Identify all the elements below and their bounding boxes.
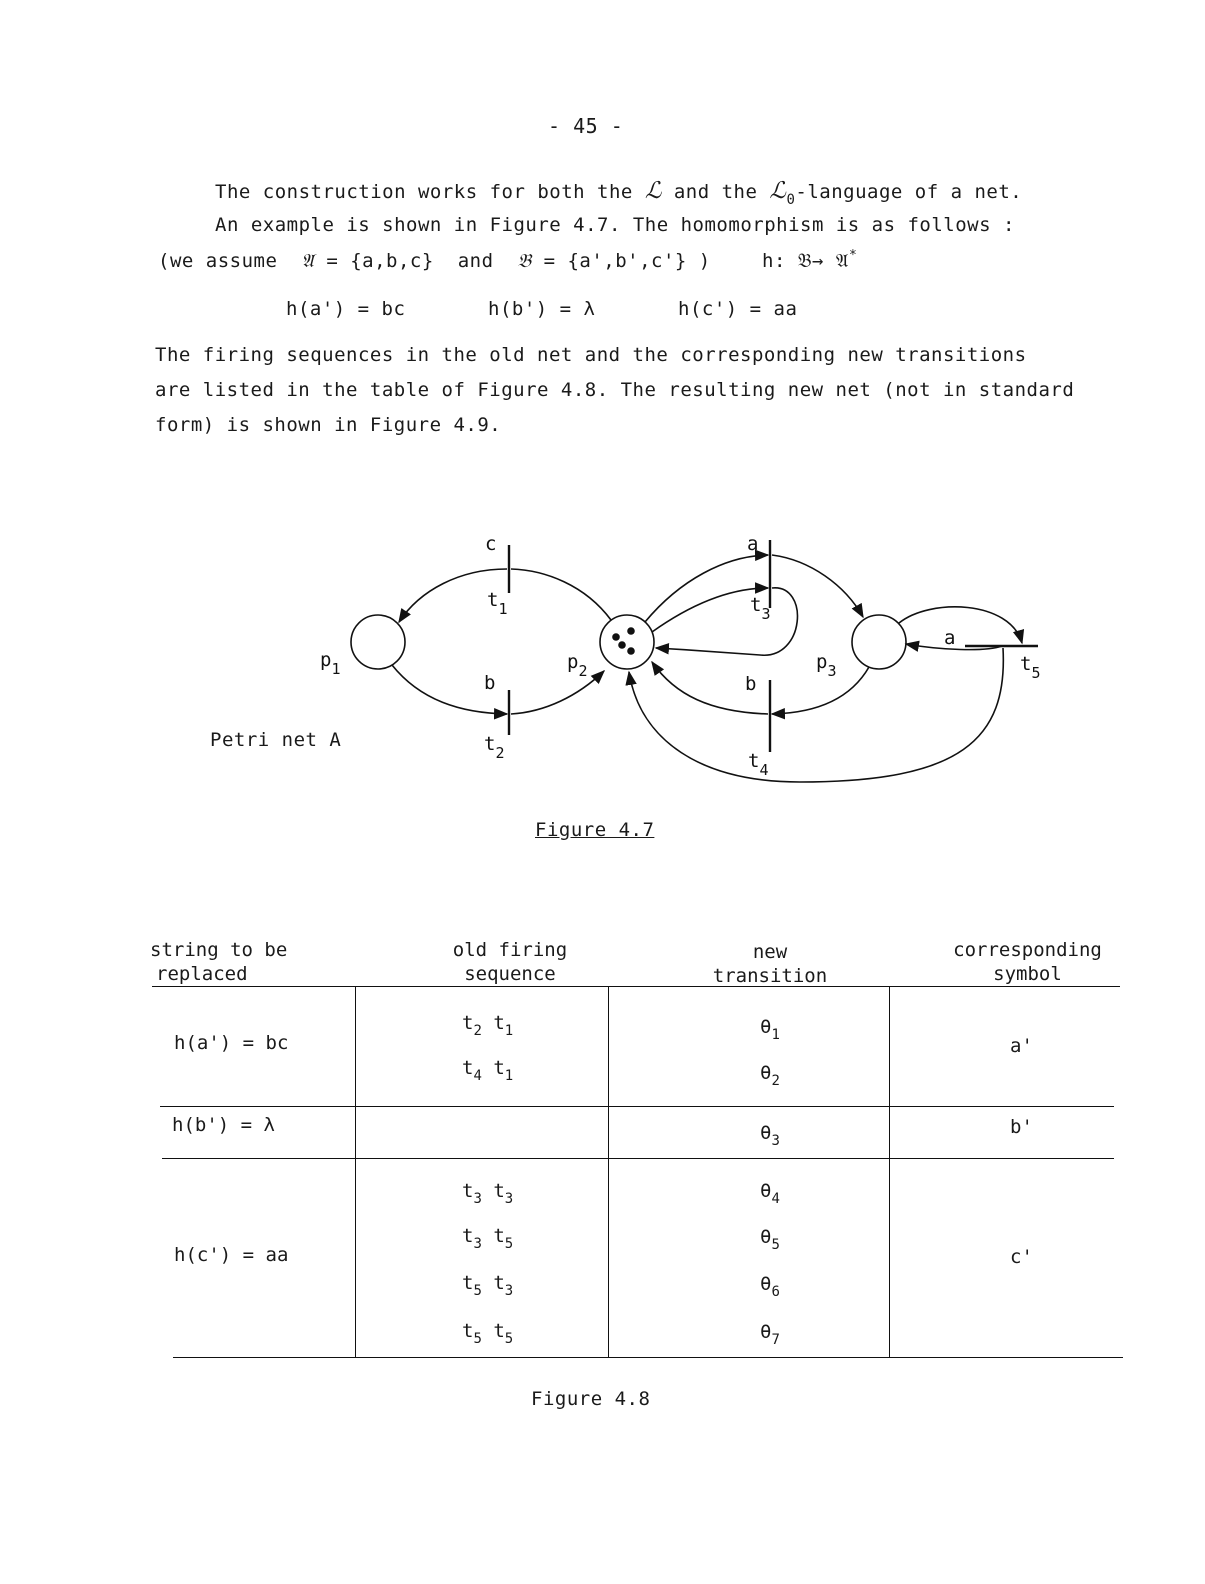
label-t5-symbol: a — [944, 627, 956, 649]
hom-c-rhs: = aa — [749, 298, 798, 320]
header-col3-line1: new — [752, 941, 788, 963]
para2-line1: The firing sequences in the old net and the corresponding new transitions — [155, 344, 1027, 366]
table-col-divider-1 — [355, 986, 356, 1357]
para2-line2: are listed in the table of Figure 4.8. The resulting new net (not in standard — [155, 379, 1075, 401]
hom-a-lhs: h(a') — [286, 298, 346, 320]
table-group-rule-2 — [162, 1158, 1114, 1159]
cell-seq-t3-t3: $t_3$ $t_3$ — [462, 1180, 514, 1207]
cell-symbol-a: a' — [1010, 1035, 1033, 1057]
alphabet-beta-set: = {a',b',c'} ) — [543, 250, 711, 272]
cell-theta-4: $\theta_4$ — [760, 1180, 780, 1207]
script-l0-subscript: 0 — [786, 192, 796, 208]
table-col-divider-3 — [889, 986, 890, 1357]
script-l-symbol: ℒ — [644, 178, 662, 204]
cell-seq-t5-t3: $t_5$ $t_3$ — [462, 1272, 514, 1299]
arc-p3-t5 — [899, 607, 1022, 643]
label-p3: $p_3$ — [816, 651, 837, 680]
p2-tokens — [612, 627, 635, 655]
header-col4-line1: corresponding — [953, 939, 1102, 961]
header-corresponding-symbol — [940, 938, 1115, 986]
label-t3-symbol: a — [747, 533, 759, 555]
cell-theta-5: $\theta_5$ — [760, 1226, 780, 1253]
para2-line3: form) is shown in Figure 4.9. — [155, 414, 502, 436]
header-old-firing-sequence — [420, 938, 600, 986]
header-col4-line2: symbol — [993, 963, 1062, 985]
alphabet-beta-symbol: 𝔅 — [517, 250, 532, 272]
header-col1-line1: string to be — [150, 939, 288, 961]
cell-seq-t3-t5: $t_3$ $t_5$ — [462, 1225, 514, 1252]
page-number: - 45 - — [548, 114, 624, 138]
arc-t3-p2-loop-out — [656, 588, 797, 655]
petri-net-label: Petri net A — [210, 729, 342, 751]
place-p2 — [600, 615, 654, 669]
cell-theta-7: $\theta_7$ — [760, 1321, 780, 1348]
para1-line2: An example is shown in Figure 4.7. The homomorphism is as follows : — [215, 214, 1015, 236]
label-t1-symbol: c — [485, 533, 497, 555]
cell-symbol-b: b' — [1010, 1116, 1033, 1138]
table-group-rule-1 — [160, 1106, 1114, 1107]
place-p3 — [852, 615, 906, 669]
h-mapping-star: * — [849, 248, 858, 263]
cell-string-c: h(c') = aa — [174, 1244, 289, 1266]
hom-b-lhs: h(b') — [488, 298, 548, 320]
hom-a-rhs: = bc — [357, 298, 406, 320]
header-col2-line2: sequence — [464, 963, 556, 985]
label-t2: $t_2$ — [484, 733, 505, 762]
label-t1: $t_1$ — [487, 589, 508, 618]
alphabet-alpha-set: = {a,b,c} — [326, 250, 434, 272]
label-t4-symbol: b — [745, 673, 757, 695]
place-p1 — [351, 615, 405, 669]
arc-t2-p2 — [511, 671, 604, 714]
cell-symbol-c: c' — [1010, 1246, 1033, 1268]
label-p2: $p_2$ — [567, 651, 588, 680]
cell-string-a: h(a') = bc — [174, 1032, 289, 1054]
cell-theta-6: $\theta_6$ — [760, 1273, 780, 1300]
label-t2-symbol: b — [484, 672, 496, 694]
arc-p2-t1 — [511, 569, 611, 620]
cell-seq-t2-t1: $t_2$ $t_1$ — [462, 1012, 514, 1039]
figure-4-8-caption: Figure 4.8 — [531, 1388, 651, 1410]
label-t5: $t_5$ — [1020, 653, 1041, 682]
figure-4-7-caption: Figure 4.7 — [535, 819, 655, 841]
arc-t3-p3 — [772, 555, 863, 617]
para1-line1-a: The construction works for both the — [215, 181, 633, 203]
hom-b-rhs: = λ — [559, 298, 596, 320]
label-t4: $t_4$ — [748, 750, 769, 779]
header-new-transition — [690, 940, 850, 988]
arc-p3-t4 — [772, 667, 869, 714]
cell-string-b: h(b') = λ — [172, 1114, 275, 1136]
table-header-rule — [152, 986, 1120, 987]
assume-prefix: (we assume — [158, 250, 278, 272]
label-t3: $t_3$ — [750, 594, 771, 623]
cell-theta-3: $\theta_3$ — [760, 1122, 780, 1149]
script-l0-symbol: ℒ — [769, 178, 787, 204]
and-word: and — [457, 250, 494, 272]
alphabet-alpha-symbol: 𝔄 — [301, 250, 315, 272]
header-col1-line2: replaced — [156, 963, 248, 985]
header-string-to-be-replaced — [150, 938, 310, 986]
hom-c-lhs: h(c') — [678, 298, 738, 320]
table-bottom-rule — [173, 1357, 1123, 1358]
h-mapping-text: h: 𝔅→ 𝔄 — [762, 250, 850, 272]
cell-seq-t4-t1: $t_4$ $t_1$ — [462, 1057, 514, 1084]
cell-theta-1: $\theta_1$ — [760, 1016, 780, 1043]
header-col2-line1: old firing — [452, 939, 568, 961]
para1-line1-b: and the — [673, 181, 758, 203]
cell-seq-t5-t5: $t_5$ $t_5$ — [462, 1320, 514, 1347]
header-col3-line2: transition — [712, 965, 828, 987]
table-col-divider-2 — [608, 986, 609, 1357]
label-p1: $p_1$ — [320, 649, 341, 678]
para1-line1-c: -language of a net. — [795, 181, 1023, 203]
cell-theta-2: $\theta_2$ — [760, 1062, 780, 1089]
